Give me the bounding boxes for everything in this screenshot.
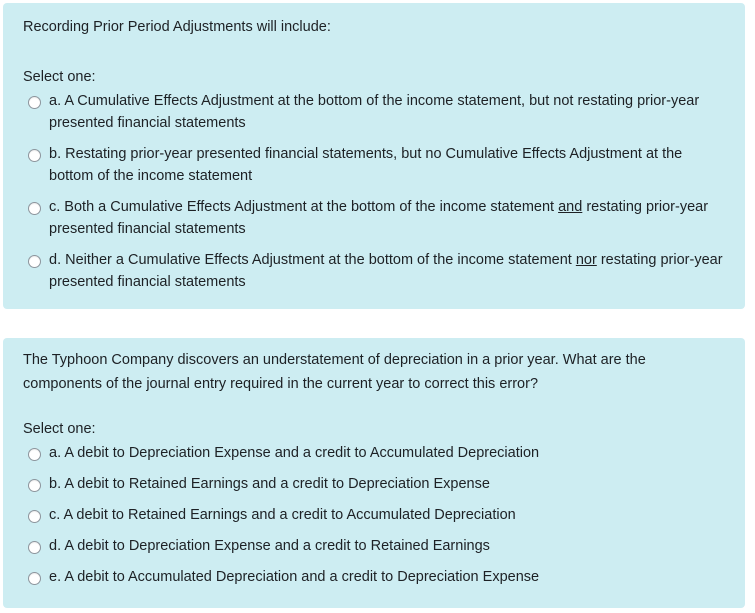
option-d[interactable] — [23, 535, 725, 557]
option-text: restating prior-year presented financial statements — [49, 199, 709, 237]
option-text: c. Both a Cumulative Effects Adjustment at the bottom of the income statement — [49, 199, 559, 215]
option-label[interactable] — [49, 196, 725, 240]
option-text: restating prior-year presented financial statements — [49, 252, 723, 290]
option-label[interactable]: e. A debit to Accumulated Depreciation and a credit to Depreciation Expense — [49, 569, 540, 585]
option-label[interactable] — [49, 249, 725, 293]
option-c[interactable] — [23, 196, 725, 240]
radio-button[interactable] — [28, 255, 41, 268]
option-b[interactable] — [23, 473, 725, 495]
option-label[interactable]: b. Restating prior-year presented financial statements, but no Cumulative Effects Adjustment at the bottom of the income statement — [49, 146, 683, 184]
option-e[interactable] — [23, 566, 725, 588]
option-a[interactable] — [23, 90, 725, 134]
radio-button[interactable] — [28, 149, 41, 162]
question-card-2 — [3, 338, 745, 608]
answer-options — [23, 442, 725, 588]
option-label[interactable]: a. A debit to Depreciation Expense and a credit to Accumulated Depreciation — [49, 445, 540, 461]
radio-button[interactable] — [28, 510, 41, 523]
option-label[interactable]: c. A debit to Retained Earnings and a credit to Accumulated Depreciation — [49, 507, 516, 523]
option-label[interactable]: a. A Cumulative Effects Adjustment at the bottom of the income statement, but not restating prior-year presented financial statements — [49, 93, 700, 131]
question-card-1 — [3, 3, 745, 309]
option-a[interactable] — [23, 442, 725, 464]
radio-button[interactable] — [28, 96, 41, 109]
option-c[interactable] — [23, 504, 725, 526]
emphasis-and: and — [558, 199, 583, 215]
radio-button[interactable] — [28, 448, 41, 461]
answer-options — [23, 90, 725, 293]
select-one-prompt: Select one: — [23, 69, 96, 85]
option-text: d. Neither a Cumulative Effects Adjustment at the bottom of the income statement — [49, 252, 576, 268]
option-d[interactable] — [23, 249, 725, 293]
option-label[interactable]: b. A debit to Retained Earnings and a credit to Depreciation Expense — [49, 476, 490, 492]
option-label[interactable]: d. A debit to Depreciation Expense and a credit to Retained Earnings — [49, 538, 490, 554]
question-text: Recording Prior Period Adjustments will include: — [23, 19, 331, 35]
option-b[interactable] — [23, 143, 725, 187]
radio-button[interactable] — [28, 572, 41, 585]
question-text: The Typhoon Company discovers an understatement of depreciation in a prior year. What are the components of the journal entry required in the current year to correct this error? — [23, 352, 646, 392]
radio-button[interactable] — [28, 479, 41, 492]
radio-button[interactable] — [28, 541, 41, 554]
radio-button[interactable] — [28, 202, 41, 215]
emphasis-nor: nor — [575, 252, 597, 268]
select-one-prompt: Select one: — [23, 421, 96, 437]
